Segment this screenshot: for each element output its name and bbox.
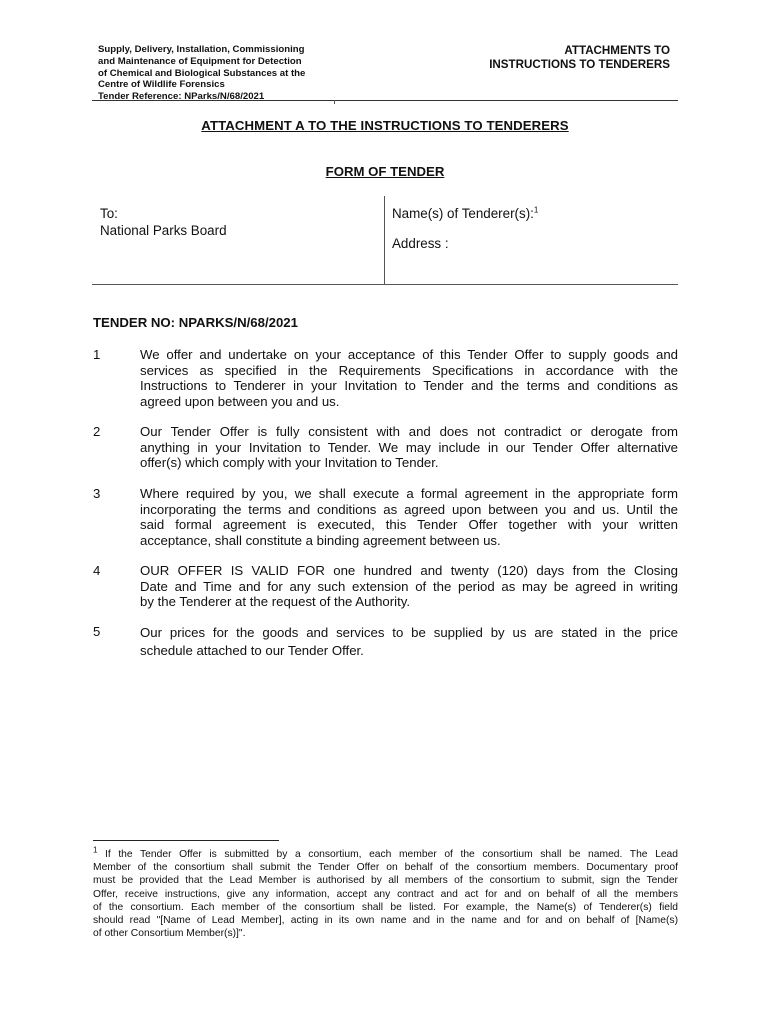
header-rule bbox=[92, 100, 678, 101]
clause-line: Date and Time and for any such extension of the period as may be agreed in writing bbox=[140, 578, 678, 594]
footnote-line: Offer, receive instructions, give any information, accept any contract and act for and on behalf of all the members bbox=[93, 888, 678, 900]
footnote-line: of the consortium. Each member of the consortium shall be listed. For example, the Name(s) of Tenderer(s) field bbox=[93, 901, 678, 913]
clause-text bbox=[140, 624, 678, 660]
clause-line: Our prices for the goods and services to be supplied by us are stated in the price bbox=[140, 625, 678, 640]
footnote-reference[interactable]: 1 bbox=[533, 205, 539, 215]
clause-line: acceptance, shall constitute a binding agreement between us. bbox=[140, 532, 501, 548]
clause-line: Instructions to Tenderer in your Invitation to Tender and the terms and conditions as bbox=[140, 378, 678, 394]
header-right-line: INSTRUCTIONS TO TENDERERS bbox=[489, 58, 670, 71]
header-right-line: ATTACHMENTS TO bbox=[564, 44, 670, 57]
tenderer-name-label: Name(s) of Tenderer(s): bbox=[392, 206, 534, 221]
tenderer-block bbox=[392, 206, 538, 252]
header-left-line: Supply, Delivery, Installation, Commissioning bbox=[98, 44, 305, 55]
header-section-label bbox=[410, 44, 670, 72]
footnote bbox=[93, 845, 678, 940]
clause-line: incorporating the terms and conditions as agreed upon between you and us. Until the bbox=[140, 501, 678, 517]
tenderer-name-field[interactable] bbox=[392, 206, 538, 223]
tender-number: TENDER NO: NPARKS/N/68/2021 bbox=[93, 315, 298, 330]
clause-text bbox=[140, 563, 678, 610]
clause-number: 3 bbox=[93, 486, 101, 501]
clause-line: OUR OFFER IS VALID FOR one hundred and twenty (120) days from the Closing bbox=[140, 563, 678, 578]
clause-line: anything in your Invitation to Tender. We may include in our Tender Offer alternative bbox=[140, 439, 678, 455]
clause-text bbox=[140, 486, 678, 548]
footnote-mark: 1 bbox=[93, 845, 98, 855]
clause-number: 4 bbox=[93, 563, 101, 578]
address-box bbox=[92, 196, 678, 285]
clause-number: 2 bbox=[93, 424, 101, 439]
header-left-line: Centre of Wildlife Forensics bbox=[98, 79, 225, 91]
clause-line: We offer and undertake on your acceptance of this Tender Offer to supply goods and bbox=[140, 347, 678, 362]
clause-text bbox=[140, 347, 678, 409]
clause-number: 5 bbox=[93, 624, 101, 639]
clause-line: said formal agreement is executed, this Tender Offer together with your written bbox=[140, 517, 678, 533]
clause-number: 1 bbox=[93, 347, 101, 362]
recipient-block bbox=[100, 206, 227, 239]
clause-line: Our Tender Offer is fully consistent with and does not contradict or derogate from bbox=[140, 424, 678, 439]
address-field[interactable] bbox=[392, 236, 538, 253]
clause-line: agreed upon between you and us. bbox=[140, 393, 340, 409]
footnote-line: of other Consortium Member(s)]". bbox=[93, 928, 246, 940]
address-label: Address : bbox=[392, 235, 449, 251]
footnote-line-text: If the Tender Offer is submitted by a consortium, each member of the consortium shall be named. The Lead bbox=[105, 849, 678, 860]
footnote-line: must be provided that the Lead Member is authorised by all members of the consortium to submit, sign the Tender bbox=[93, 875, 678, 887]
footnote-line: Member of the consortium shall submit the Tender Offer on behalf of the consortium members. Documentary proof bbox=[93, 862, 678, 874]
header-left-line: Tender Reference: NParks/N/68/2021 bbox=[98, 91, 265, 103]
header-left-line: and Maintenance of Equipment for Detection bbox=[98, 55, 302, 67]
header-project-info bbox=[98, 44, 338, 103]
footnote-line bbox=[93, 845, 678, 861]
clause-line: schedule attached to our Tender Offer. bbox=[140, 643, 364, 658]
header-left-line: of Chemical and Biological Substances at the bbox=[98, 67, 306, 79]
clause-line: Where required by you, we shall execute a formal agreement in the appropriate form bbox=[140, 486, 678, 501]
footnote-line: should read "[Name of Lead Member], acting in its own name and in the name and for and on behalf of [Name(s) bbox=[93, 915, 678, 927]
form-title: FORM OF TENDER bbox=[325, 164, 445, 179]
clause-line: by the Tenderer at the request of the Authority. bbox=[140, 594, 411, 610]
footnote-separator bbox=[93, 840, 279, 841]
address-box-divider bbox=[384, 196, 385, 284]
clause-text bbox=[140, 424, 678, 471]
header-rule-tick bbox=[334, 100, 335, 104]
to-label: To: bbox=[100, 206, 118, 221]
clause-line: services as specified in the Requirements Specifications in accordance with the bbox=[140, 362, 678, 378]
clause-line: offer(s) which comply with your Invitation to Tender. bbox=[140, 455, 439, 471]
document-title: ATTACHMENT A TO THE INSTRUCTIONS TO TENDERERS bbox=[201, 118, 569, 133]
recipient-name: National Parks Board bbox=[100, 222, 227, 238]
